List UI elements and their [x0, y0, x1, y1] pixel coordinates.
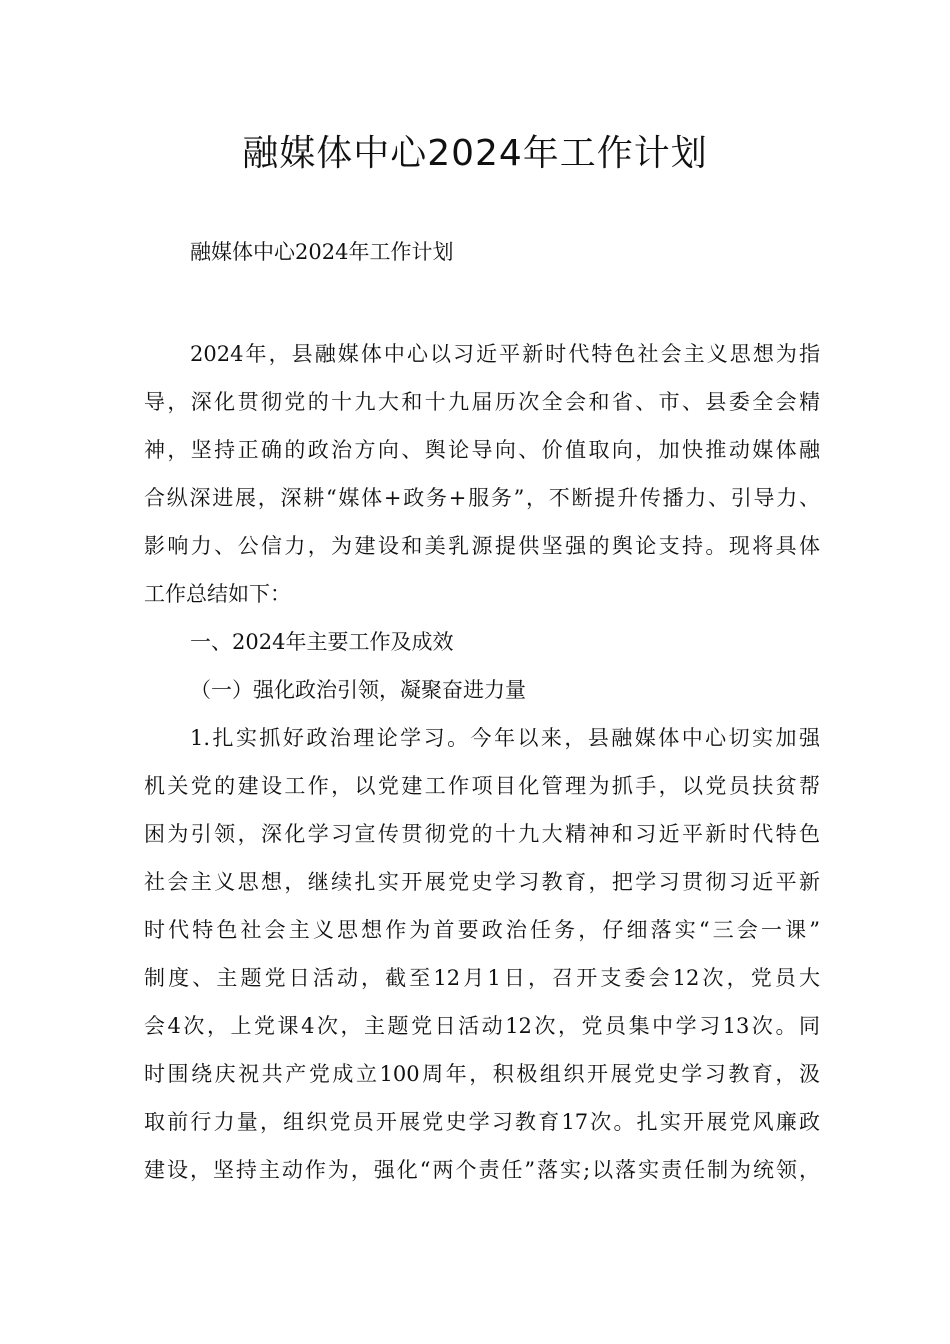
- body-line: 会4次，上党课4次，主题党日活动12次，党员集中学习13次。同: [144, 1014, 820, 1038]
- section-heading: 一、2024年主要工作及成效: [190, 630, 454, 654]
- body-line: 社会主义思想，继续扎实开展党史学习教育，把学习贯彻习近平新: [144, 870, 820, 894]
- body-line: 取前行力量，组织党员开展党史学习教育17次。扎实开展党风廉政: [144, 1110, 820, 1134]
- body-line: 影响力、公信力，为建设和美乳源提供坚强的舆论支持。现将具体: [144, 534, 820, 558]
- subsection-heading: （一）强化政治引领，凝聚奋进力量: [190, 678, 526, 702]
- document-subtitle: 融媒体中心2024年工作计划: [190, 240, 454, 264]
- document-title: 融媒体中心2024年工作计划: [242, 133, 708, 174]
- body-line: 建设，坚持主动作为，强化“两个责任”落实;以落实责任制为统领，: [144, 1158, 820, 1182]
- document-body: [144, 330, 820, 1194]
- body-line: 困为引领，深化学习宣传贯彻党的十九大精神和习近平新时代特色: [144, 822, 820, 846]
- body-line: 工作总结如下：: [144, 582, 291, 606]
- body-line: 时围绕庆祝共产党成立100周年，积极组织开展党史学习教育，汲: [144, 1062, 820, 1086]
- body-line: 时代特色社会主义思想作为首要政治任务，仔细落实“三会一课”: [144, 918, 820, 942]
- body-line: 2024年，县融媒体中心以习近平新时代特色社会主义思想为指: [190, 342, 820, 366]
- body-line: 导，深化贯彻党的十九大和十九届历次全会和省、市、县委全会精: [144, 390, 820, 414]
- body-line: 神，坚持正确的政治方向、舆论导向、价值取向，加快推动媒体融: [144, 438, 820, 462]
- body-line: 机关党的建设工作，以党建工作项目化管理为抓手，以党员扶贫帮: [144, 774, 820, 798]
- body-line: 制度、主题党日活动，截至12月1日，召开支委会12次，党员大: [144, 966, 820, 990]
- body-line: 1.扎实抓好政治理论学习。今年以来，县融媒体中心切实加强: [190, 726, 820, 750]
- body-line: 合纵深进展，深耕“媒体+政务+服务”，不断提升传播力、引导力、: [144, 486, 820, 510]
